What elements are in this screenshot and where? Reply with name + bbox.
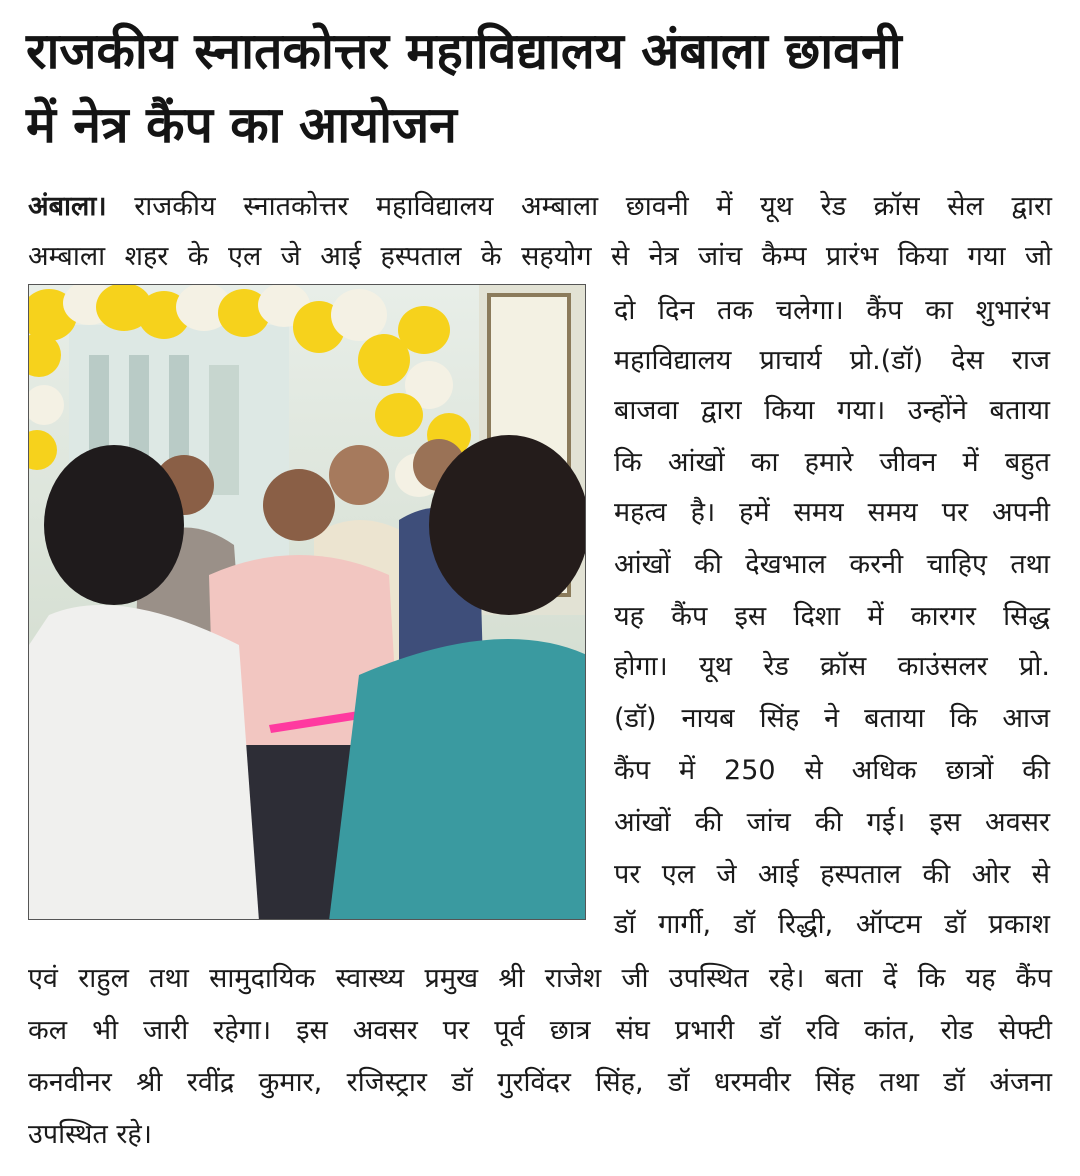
column-line-5: महत्व है। हमें समय समय पर अपनी [614, 497, 1050, 528]
article-line-1 [28, 188, 1052, 226]
column-line-7: यह कैंप इस दिशा में कारगर सिद्ध [614, 601, 1050, 632]
column-line-12: पर एल जे आई हस्पताल की ओर से [614, 859, 1050, 890]
headline-line-1: राजकीय स्नातकोत्तर महाविद्यालय अंबाला छावनी [26, 22, 902, 80]
column-line-8: होगा। यूथ रेड क्रॉस काउंसलर प्रो. [614, 651, 1050, 682]
column-line-1: दो दिन तक चलेगा। कैंप का शुभारंभ [614, 295, 1050, 326]
column-line-2: महाविद्यालय प्राचार्य प्रो.(डॉ) देस राज [614, 345, 1050, 376]
column-line-4: कि आंखों का हमारे जीवन में बहुत [614, 447, 1050, 478]
column-line-6: आंखों की देखभाल करनी चाहिए तथा [614, 549, 1050, 580]
article-line-1-text: राजकीय स्नातकोत्तर महाविद्यालय अम्बाला छावनी में यूथ रेड क्रॉस सेल द्वारा [134, 191, 1052, 222]
bottom-line-2: कल भी जारी रहेगा। इस अवसर पर पूर्व छात्र संघ प्रभारी डॉ रवि कांत, रोड सेफ्टी [28, 1015, 1052, 1046]
bottom-line-1: एवं राहुल तथा सामुदायिक स्वास्थ्य प्रमुख श्री राजेश जी उपस्थित रहे। बता दें कि यह कैंप [28, 963, 1052, 994]
column-line-10: कैंप में 250 से अधिक छात्रों की [614, 755, 1050, 786]
headline [26, 14, 1062, 162]
event-photo [28, 284, 586, 920]
column-line-11: आंखों की जांच की गई। इस अवसर [614, 807, 1050, 838]
column-line-3: बाजवा द्वारा किया गया। उन्होंने बताया [614, 395, 1050, 426]
people [29, 435, 586, 920]
column-line-9: (डॉ) नायब सिंह ने बताया कि आज [614, 703, 1050, 734]
bottom-line-4: उपस्थित रहे। [28, 1119, 152, 1150]
headline-line-2: में नेत्र कैंप का आयोजन [26, 96, 457, 154]
dateline: अंबाला। [28, 191, 107, 222]
bottom-line-3: कनवीनर श्री रवींद्र कुमार, रजिस्ट्रार डॉ गुरविंदर सिंह, डॉ धरमवीर सिंह तथा डॉ अंजना [28, 1067, 1052, 1098]
article-line-2: अम्बाला शहर के एल जे आई हस्पताल के सहयोग से नेत्र जांच कैम्प प्रारंभ किया गया जो [28, 241, 1052, 272]
column-line-13: डॉ गार्गी, डॉ रिद्धी, ऑप्टम डॉ प्रकाश [614, 909, 1050, 940]
